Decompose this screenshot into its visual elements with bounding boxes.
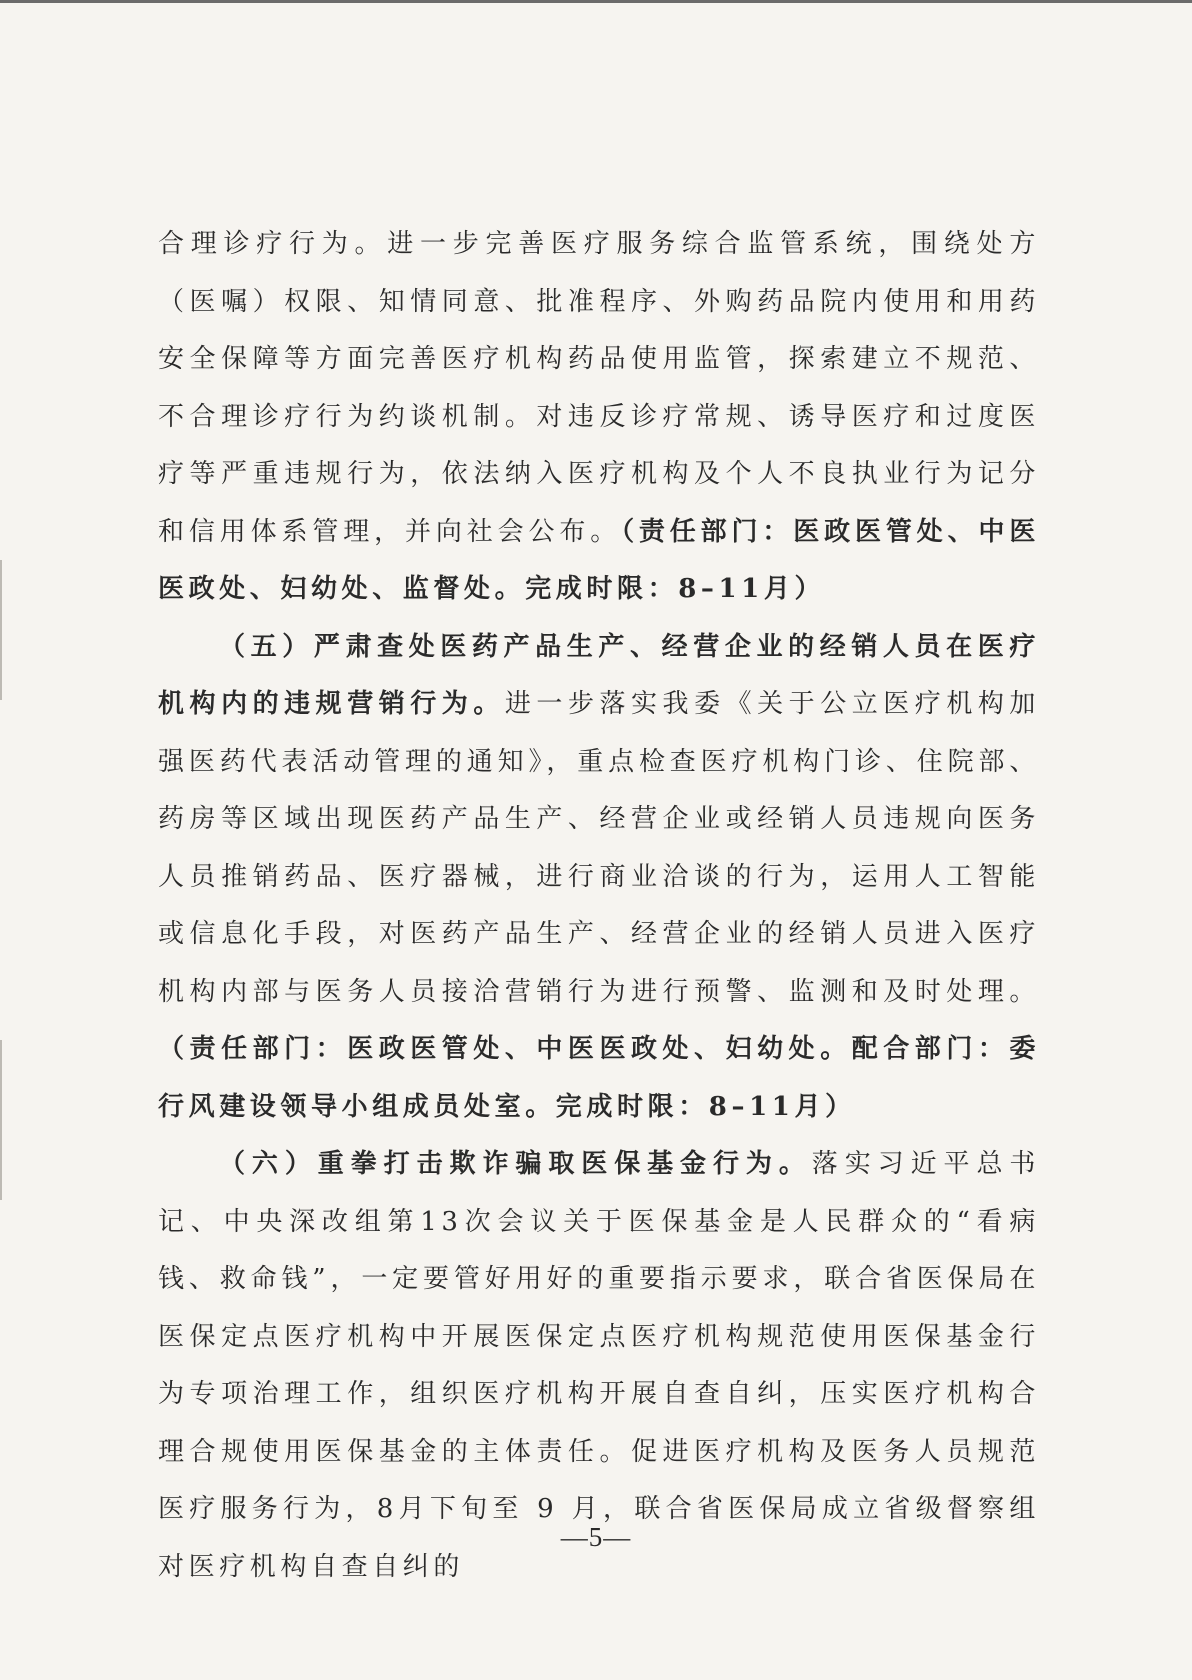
- responsibility-note: （责任部门：医政医管处、中医医政处、妇幼处。配合部门：委行风建设领导小组成员处室。完成时限：8–11月）: [158, 1034, 1040, 1122]
- page-number: —5—: [560, 1522, 632, 1552]
- scan-edge-mark: [0, 560, 2, 700]
- body-text: [158, 216, 1040, 1596]
- paragraph-body: 合理诊疗行为。进一步完善医疗服务综合监管系统，围绕处方（医嘱）权限、知情同意、批准程序、外购药品院内使用和用药安全保障等方面完善医疗机构药品使用监管，探索建立不规范、不合理诊疗行为约谈机制。对违反诊疗常规、诱导医疗和过度医疗等严重违规行为，依法纳入医疗机构及个人不良执业行为记分和信用体系管理，并向社会公布。: [158, 229, 1040, 547]
- paragraph-continuation: [158, 216, 1040, 619]
- paragraph-body: 进一步落实我委《关于公立医疗机构加强医药代表活动管理的通知》，重点检查医疗机构门诊、住院部、药房等区域出现医药产品生产、经营企业或经销人员违规向医务人员推销药品、医疗器械，进行商业洽谈的行为，运用人工智能或信息化手段，对医药产品生产、经营企业的经销人员进入医疗机构内部与医务人员接洽营销行为进行预警、监测和及时处理。: [158, 689, 1041, 1007]
- paragraph-body: 落实习近平总书记、中央深改组第13次会议关于医保基金是人民群众的“看病钱、救命钱”，一定要管好用好的重要指示要求，联合省医保局在医保定点医疗机构中开展医保定点医疗机构规范使用医保基金行为专项治理工作，组织医疗机构开展自查自纠，压实医疗机构合理合规使用医保基金的主体责任。促进医疗机构及医务人员规范医疗服务行为，8月下旬至 9 月，联合省医保局成立省级督察组对医疗机构自查自纠的: [158, 1149, 1040, 1582]
- paragraph-lead: （五）严肃查处医药产品生产、经营企业的经销人员在医疗机构内的违规营销行为。: [158, 631, 1040, 719]
- paragraph-item-5: [158, 619, 1040, 1137]
- paragraph-lead: （六）重拳打击欺诈骗取医保基金行为。: [219, 1149, 812, 1179]
- responsibility-note: （责任部门：医政医管处、中医医政处、妇幼处、监督处。完成时限：8–11月）: [158, 516, 1040, 604]
- scan-edge-mark: [0, 1040, 2, 1200]
- top-edge-rule: [0, 0, 1192, 3]
